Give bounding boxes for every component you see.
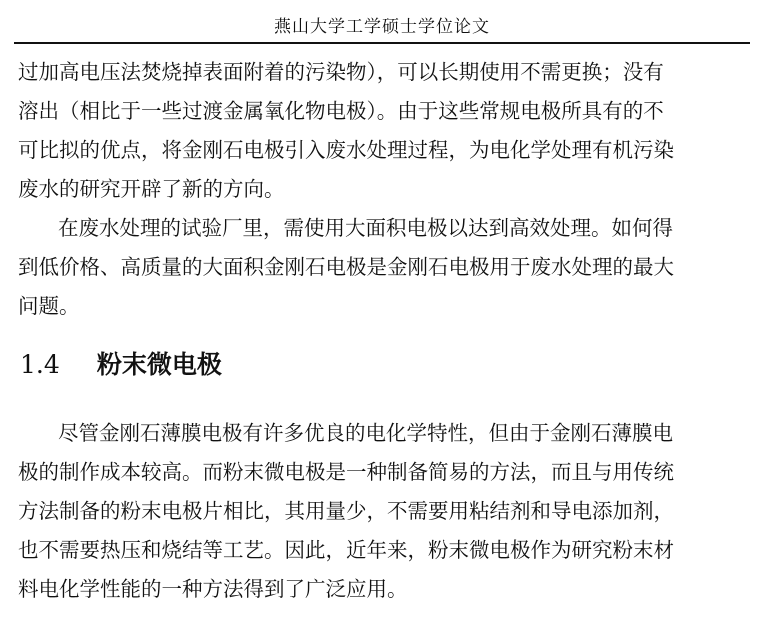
paragraph-line: 溶出（相比于一些过渡金属氧化物电极）。由于这些常规电极所具有的不 [18, 99, 664, 123]
header-rule [14, 42, 750, 44]
section-number: 1.4 [20, 350, 60, 379]
paragraph-line: 在废水处理的试验厂里，需使用大面积电极以达到高效处理。如何得 [58, 216, 673, 240]
paragraph-line: 问题。 [18, 294, 80, 318]
paragraph-line: 过加高电压法焚烧掉表面附着的污染物），可以长期使用不需更换；没有 [18, 60, 664, 84]
paragraph-line: 方法制备的粉末电极片相比，其用量少，不需要用粘结剂和导电添加剂， [18, 499, 674, 523]
paragraph-line: 料电化学性能的一种方法得到了广泛应用。 [18, 577, 408, 601]
section-heading [20, 345, 222, 381]
running-header: 燕山大学工学硕士学位论文 [274, 17, 490, 37]
section-title: 粉末微电极 [96, 350, 222, 379]
paragraph-line: 也不需要热压和烧结等工艺。因此，近年来，粉末微电极作为研究粉末材 [18, 538, 674, 562]
paragraph-line: 尽管金刚石薄膜电极有许多优良的电化学特性，但由于金刚石薄膜电 [58, 421, 673, 445]
paragraph-line: 废水的研究开辟了新的方向。 [18, 177, 285, 201]
paragraph-line: 可比拟的优点，将金刚石电极引入废水处理过程，为电化学处理有机污染 [18, 138, 674, 162]
paragraph-line: 极的制作成本较高。而粉末微电极是一种制备简易的方法，而且与用传统 [18, 460, 674, 484]
paragraph-line: 到低价格、高质量的大面积金刚石电极是金刚石电极用于废水处理的最大 [18, 255, 674, 279]
